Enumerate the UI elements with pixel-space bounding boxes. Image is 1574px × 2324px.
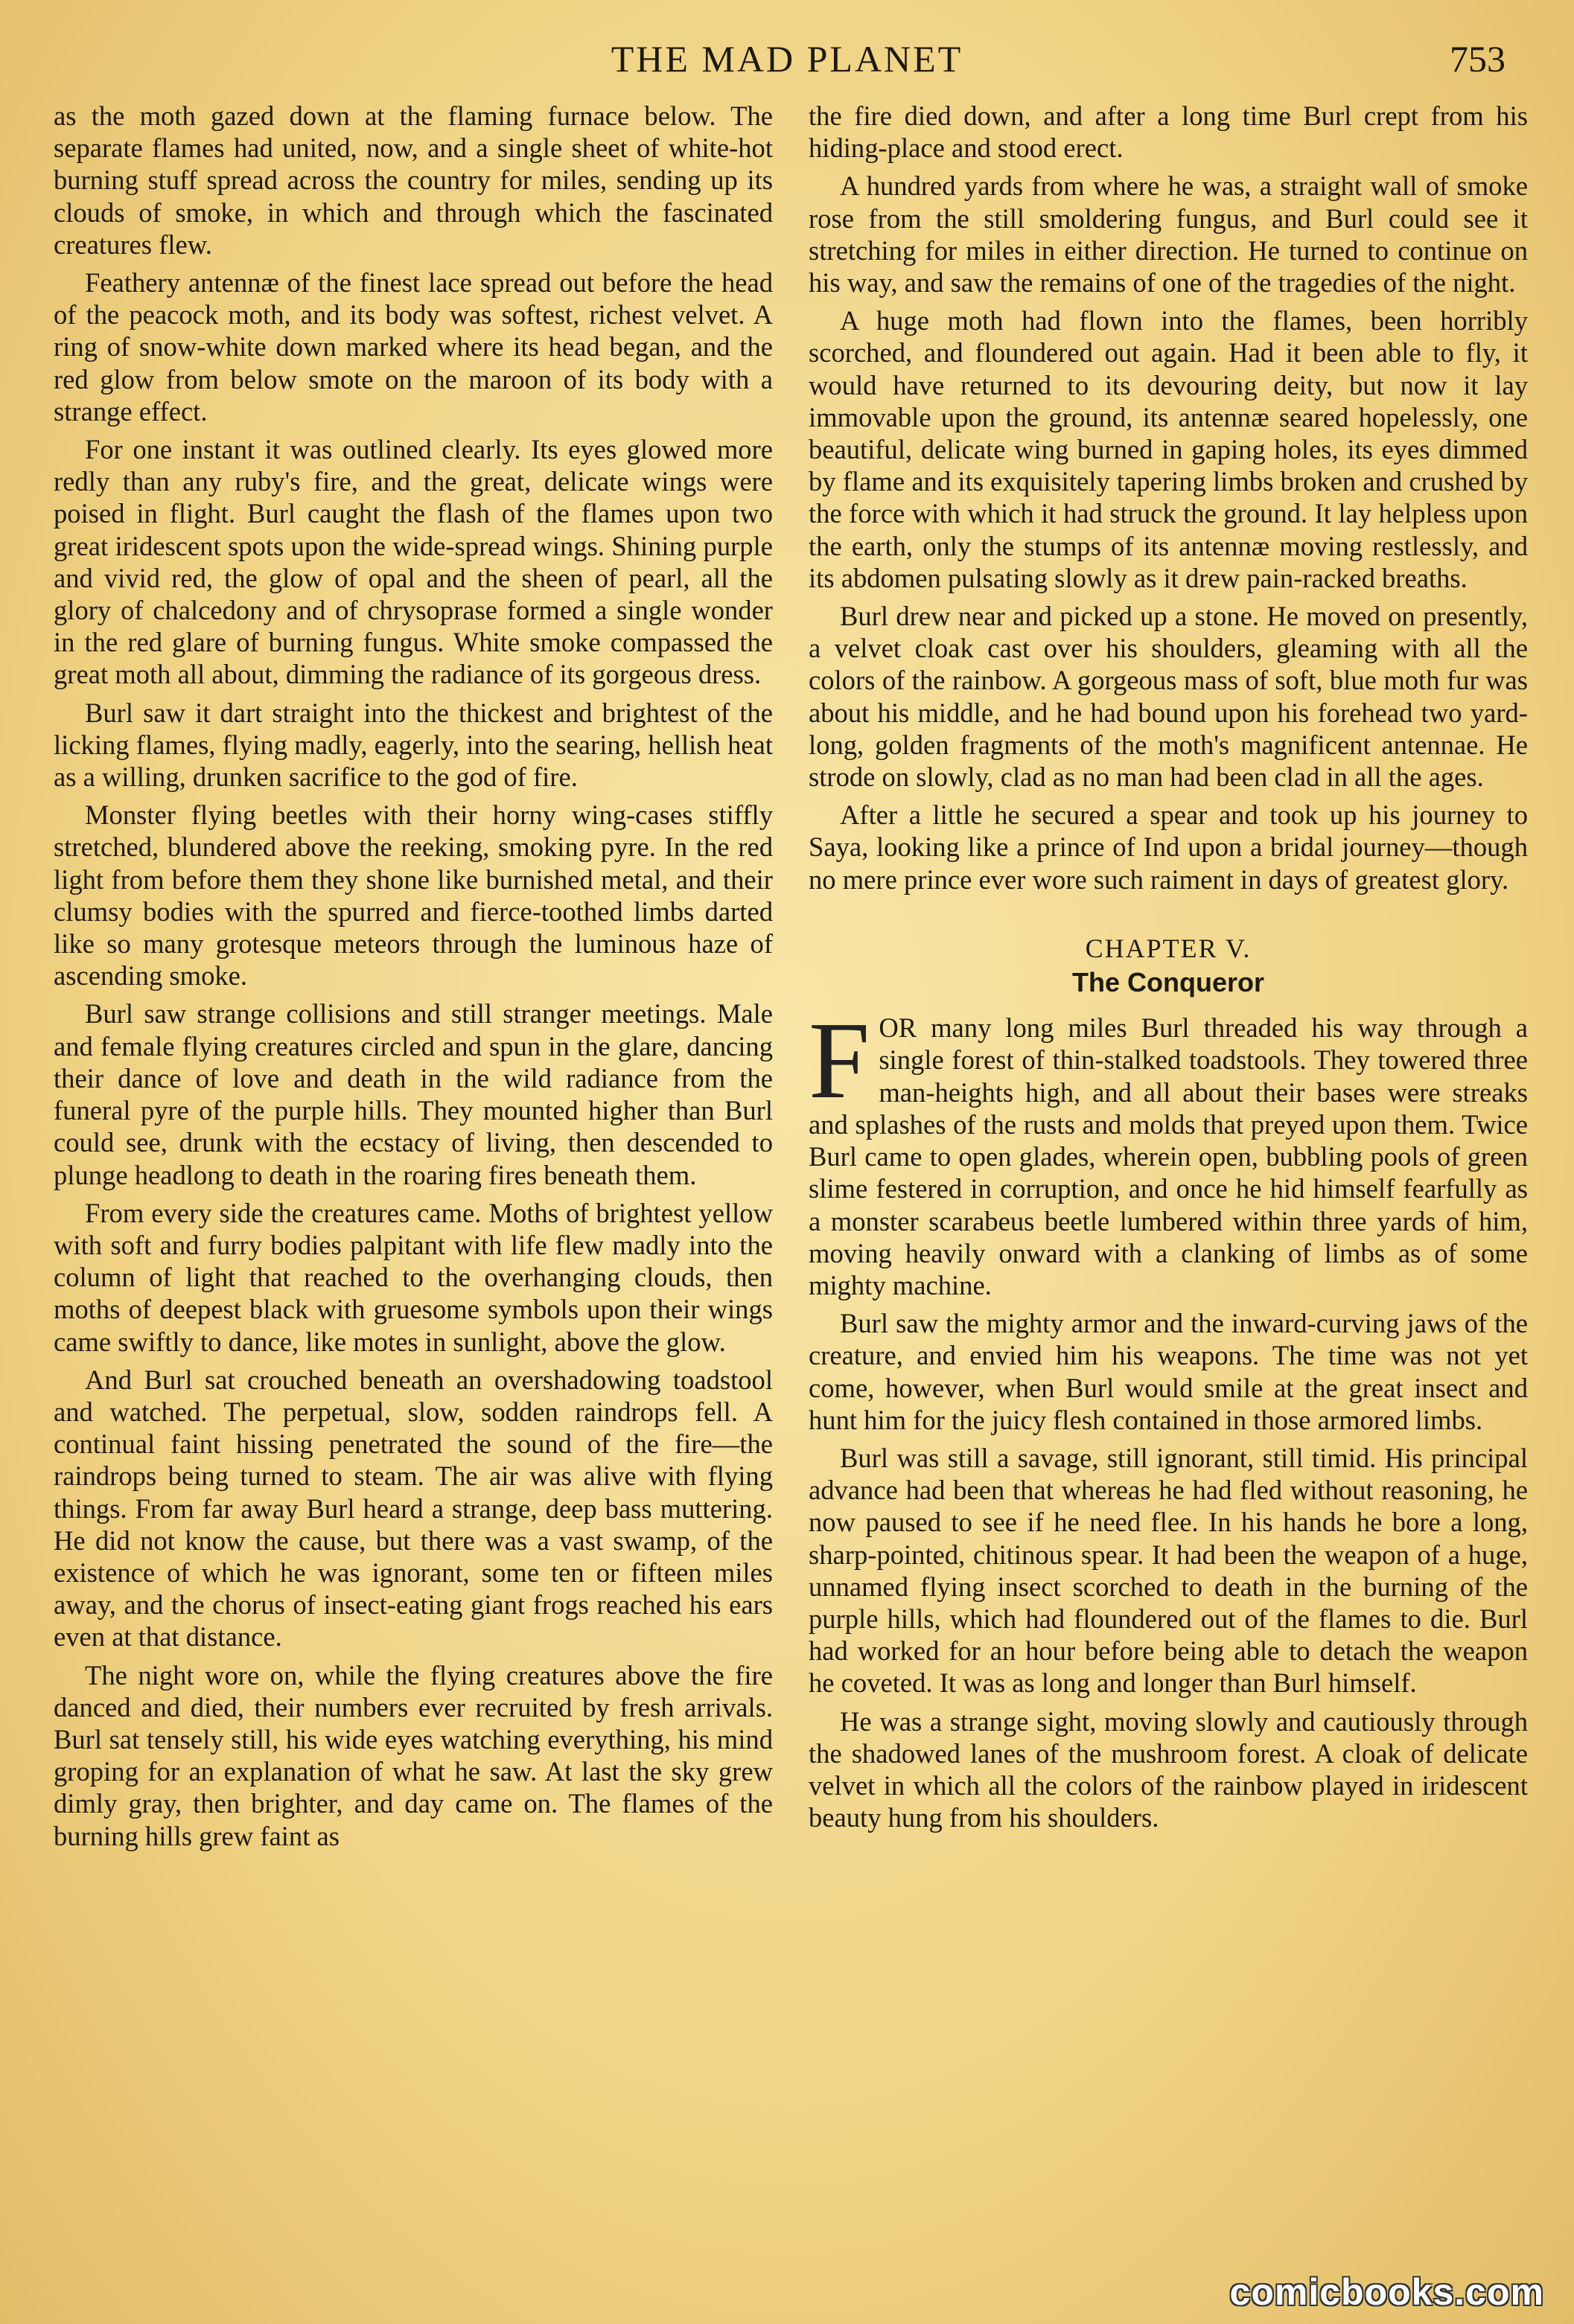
paragraph: Feathery antennæ of the finest lace spread out before the head of the peacock moth, and its body was softest, richest velvet. A ring of snow-white down marked where its head began, and the red glow from below smote on the maroon of its body with a strange effect.	[54, 267, 773, 427]
paragraph: Burl saw it dart straight into the thickest and brightest of the licking flames, flying madly, eagerly, into the searing, hellish heat as a willing, drunken sacrifice to the god of fire.	[54, 697, 773, 793]
paragraph: Burl drew near and picked up a stone. He moved on presently, a velvet cloak cast over his shoulders, gleaming with all the colors of the rainbow. A gorgeous mass of soft, blue moth fur was about his middle, and he had bound upon his forehead two yard-long, golden fragments of the moth's magnificent antennae. He strode on slowly, clad as no man had been clad in all the ages.	[809, 601, 1528, 793]
paragraph: Burl saw the mighty armor and the inward-curving jaws of the creature, and envied him his weapons. The time was not yet come, however, when Burl would smile at the great insect and hunt him for the juicy flesh contained in those armored limbs.	[809, 1308, 1528, 1435]
paragraph: For one instant it was outlined clearly. Its eyes glowed more redly than any ruby's fire, and the great, delicate wings were poised in flight. Burl caught the flash of the flames upon two great iridescent spots upon the wide-spread wings. Shining purple and vivid red, the glow of opal and the sheen of pearl, all the glory of chalcedony and of chrysoprase formed a single wonder in the red glare of burning fungus. White smoke compassed the great moth all about, dimming the radiance of its gorgeous dress.	[54, 434, 773, 690]
watermark: comicbooks.com	[1229, 2271, 1544, 2313]
paragraph: A hundred yards from where he was, a straight wall of smoke rose from the still smoldering fungus, and Burl could see it stretching for miles in either direction. He turned to continue on his way, and saw the remains of one of the tragedies of the night.	[809, 170, 1528, 299]
paragraph: as the moth gazed down at the flaming furnace below. The separate flames had united, now, and a single sheet of white-hot burning stuff spread across the country for miles, sending up its clouds of smoke, in which and through which the fascinated creatures flew.	[54, 100, 773, 260]
left-column	[54, 100, 773, 1858]
paragraph: He was a strange sight, moving slowly and cautiously through the shadowed lanes of the mushroom forest. A cloak of delicate velvet in which all the colors of the rainbow played in iridescent beauty hung from his shoulders.	[809, 1705, 1528, 1833]
paragraph-text: OR many long miles Burl threaded his way through a single forest of thin-stalked toadstools. They towered three man-heights high, and all about their bases were streaks and splashes of the rusts and molds that preyed upon them. Twice Burl came to open glades, wherein open, bubbling pools of green slime festered in corruption, and once he hid himself fearfully as a monster scarabeus beetle lumbered within three yards of him, moving heavily onward with a clanking of limbs as of some mighty machine.	[809, 1012, 1528, 1300]
right-column	[809, 100, 1528, 1839]
drop-cap: F	[809, 1000, 870, 1123]
chapter-opening-paragraph	[809, 1000, 1528, 1301]
page-header	[52, 37, 1522, 97]
paragraph: From every side the creatures came. Moths of brightest yellow with soft and furry bodies palpitant with life flew madly into the column of light that reached to the overhanging clouds, then moths of deepest black with gruesome symbols upon their wings came swiftly to dance, like motes in sunlight, above the glow.	[54, 1197, 773, 1357]
chapter-subtitle: The Conqueror	[1072, 967, 1264, 998]
paragraph: Monster flying beetles with their horny wing-cases stiffly stretched, blundered above the reeking, smoking pyre. In the red light from before them they shone like burnished metal, and their clumsy bodies with the spurred and fierce-toothed limbs darted like so many grotesque meteors through the luminous haze of ascending smoke.	[54, 799, 773, 992]
chapter-heading: CHAPTER V.	[1085, 933, 1252, 963]
paragraph: Burl saw strange collisions and still stranger meetings. Male and female flying creatures circled and spun in the glare, dancing their dance of love and death in the wild radiance from the funeral pyre of the purple hills. They mounted higher than Burl could see, drunk with the ecstacy of living, then descended to plunge headlong to death in the roaring fires beneath them.	[54, 998, 773, 1190]
paragraph: the fire died down, and after a long time Burl crept from his hiding-place and stood erect.	[809, 100, 1528, 164]
paragraph: The night wore on, while the flying creatures above the fire danced and died, their numbers ever recruited by fresh arrivals. Burl sat tensely still, his wide eyes watching everything, his mind groping for an explanation of what he saw. At last the sky grew dimly gray, then brighter, and day came on. The flames of the burning hills grew faint as	[54, 1659, 773, 1851]
paragraph: A huge moth had flown into the flames, been horribly scorched, and floundered out again. Had it been able to fly, it would have returned to its devouring deity, but now it lay immovable upon the ground, its antennæ seared hopelessly, one beautiful, delicate wing burned in gaping holes, its eyes dimmed by flame and its exquisitely tapering limbs broken and crushed by the force with which it had struck the ground. It lay helpless upon the earth, only the stumps of its antennæ moving restlessly, and its abdomen pulsating slowly as it drew pain-racked breaths.	[809, 305, 1528, 593]
page-number: 753	[1450, 38, 1506, 80]
paragraph: After a little he secured a spear and took up his journey to Saya, looking like a prince of Ind upon a bridal journey—though no mere prince ever wore such raiment in days of greatest glory.	[809, 799, 1528, 895]
running-title: THE MAD PLANET	[611, 38, 963, 80]
paragraph: And Burl sat crouched beneath an overshadowing toadstool and watched. The perpetual, slow, sodden raindrops fell. A continual faint hissing penetrated the sound of the fire—the raindrops being turned to steam. The air was alive with flying things. From far away Burl heard a strange, deep bass muttering. He did not know the cause, but there was a vast swamp, of the existence of which he was ignorant, some ten or fifteen miles away, and the chorus of insect-eating giant frogs reached his ears even at that distance.	[54, 1364, 773, 1653]
paragraph: Burl was still a savage, still ignorant, still timid. His principal advance had been that whereas he had fled without reasoning, he now paused to see if he need flee. In his hands he bore a long, sharp-pointed, chitinous spear. It had been the weapon of a huge, unnamed flying insect scorched to death in the burning of the purple hills, which had floundered out of the flames to die. Burl had worked for an hour before being able to detach the weapon he coveted. It was as long and longer than Burl himself.	[809, 1442, 1528, 1699]
